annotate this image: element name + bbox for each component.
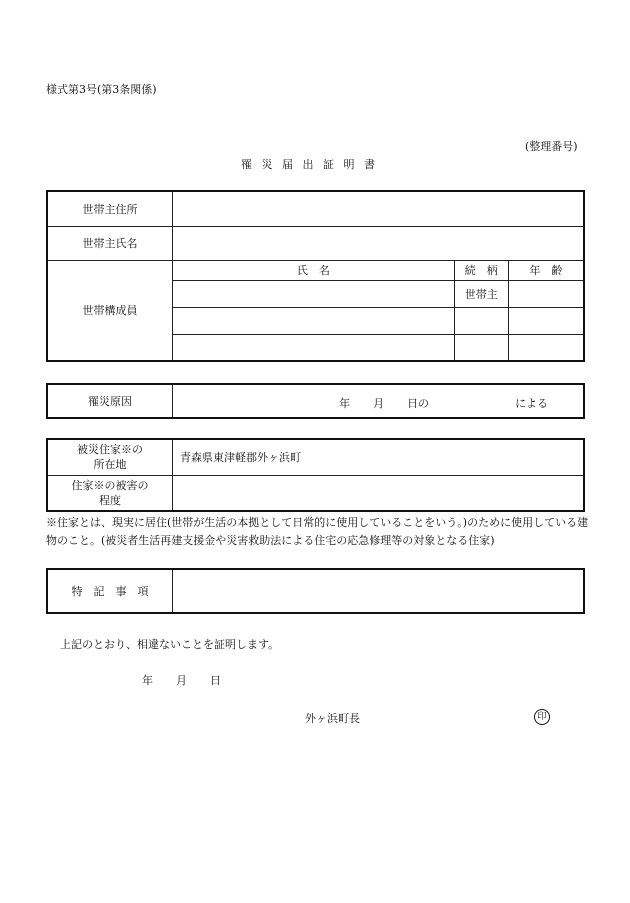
special-notes-label: 特 記 事 項 [47, 569, 173, 613]
cause-suffix: による [515, 397, 549, 410]
member-age-field[interactable] [508, 334, 584, 361]
member-name-field[interactable] [173, 334, 455, 361]
head-name-label: 世帯主氏名 [47, 226, 173, 260]
house-table [46, 438, 585, 512]
seal-mark: 印 [534, 709, 550, 725]
member-age-field[interactable] [508, 280, 584, 307]
special-notes-table [46, 568, 585, 614]
location-label [47, 439, 173, 475]
location-value: 青森県東津軽郡外ヶ浜町 [173, 439, 584, 475]
head-address-field[interactable] [173, 191, 585, 226]
col-age-header: 年 齢 [508, 260, 584, 280]
member-relation-field[interactable] [454, 334, 508, 361]
member-relation-field[interactable] [454, 307, 508, 334]
cause-day-label: 日の [407, 397, 430, 410]
cause-field[interactable] [173, 384, 584, 418]
special-notes-field[interactable] [173, 569, 584, 613]
damage-field[interactable] [173, 475, 584, 511]
location-label-line2: 所在地 [93, 458, 127, 472]
cause-month-label: 月 [373, 397, 385, 410]
col-relation-header: 続 柄 [454, 260, 508, 280]
document-title: 罹 災 届 出 証 明 書 [241, 158, 378, 171]
member-age-field[interactable] [508, 307, 584, 334]
location-label-line1: 被災住家※の [77, 443, 144, 457]
col-name-header: 氏 名 [173, 260, 455, 280]
date-month-label: 月 [176, 674, 187, 687]
footnote: ※住家とは、現実に居住(世帯が生活の本拠として日常的に使用していることをいう。)のために使用している建物のこと。(被災者生活再建支援金や災害救助法による住宅の応急修理等の対象となる住家) [46, 516, 589, 547]
damage-label [47, 475, 173, 511]
reference-number-label: (整理番号) [525, 140, 578, 153]
household-table [46, 190, 585, 362]
head-address-label: 世帯主住所 [47, 191, 173, 226]
damage-label-line2: 程度 [99, 493, 122, 507]
head-name-field[interactable] [173, 226, 585, 260]
cause-label: 罹災原因 [47, 384, 173, 418]
certification-text: 上記のとおり、相違ないことを証明します。 [60, 638, 280, 651]
form-number: 様式第3号(第3条関係) [46, 83, 157, 96]
member-name-field[interactable] [173, 307, 455, 334]
cause-table [46, 383, 585, 419]
members-label: 世帯構成員 [47, 260, 173, 361]
damage-label-line1: 住家※の被害の [71, 478, 149, 492]
member-name-field[interactable] [173, 280, 455, 307]
date-day-label: 日 [210, 674, 221, 687]
member-relation-value: 世帯主 [454, 280, 508, 307]
cause-year-label: 年 [339, 397, 351, 410]
signer: 外ヶ浜町長 [305, 712, 360, 725]
date-year-label: 年 [142, 674, 153, 687]
